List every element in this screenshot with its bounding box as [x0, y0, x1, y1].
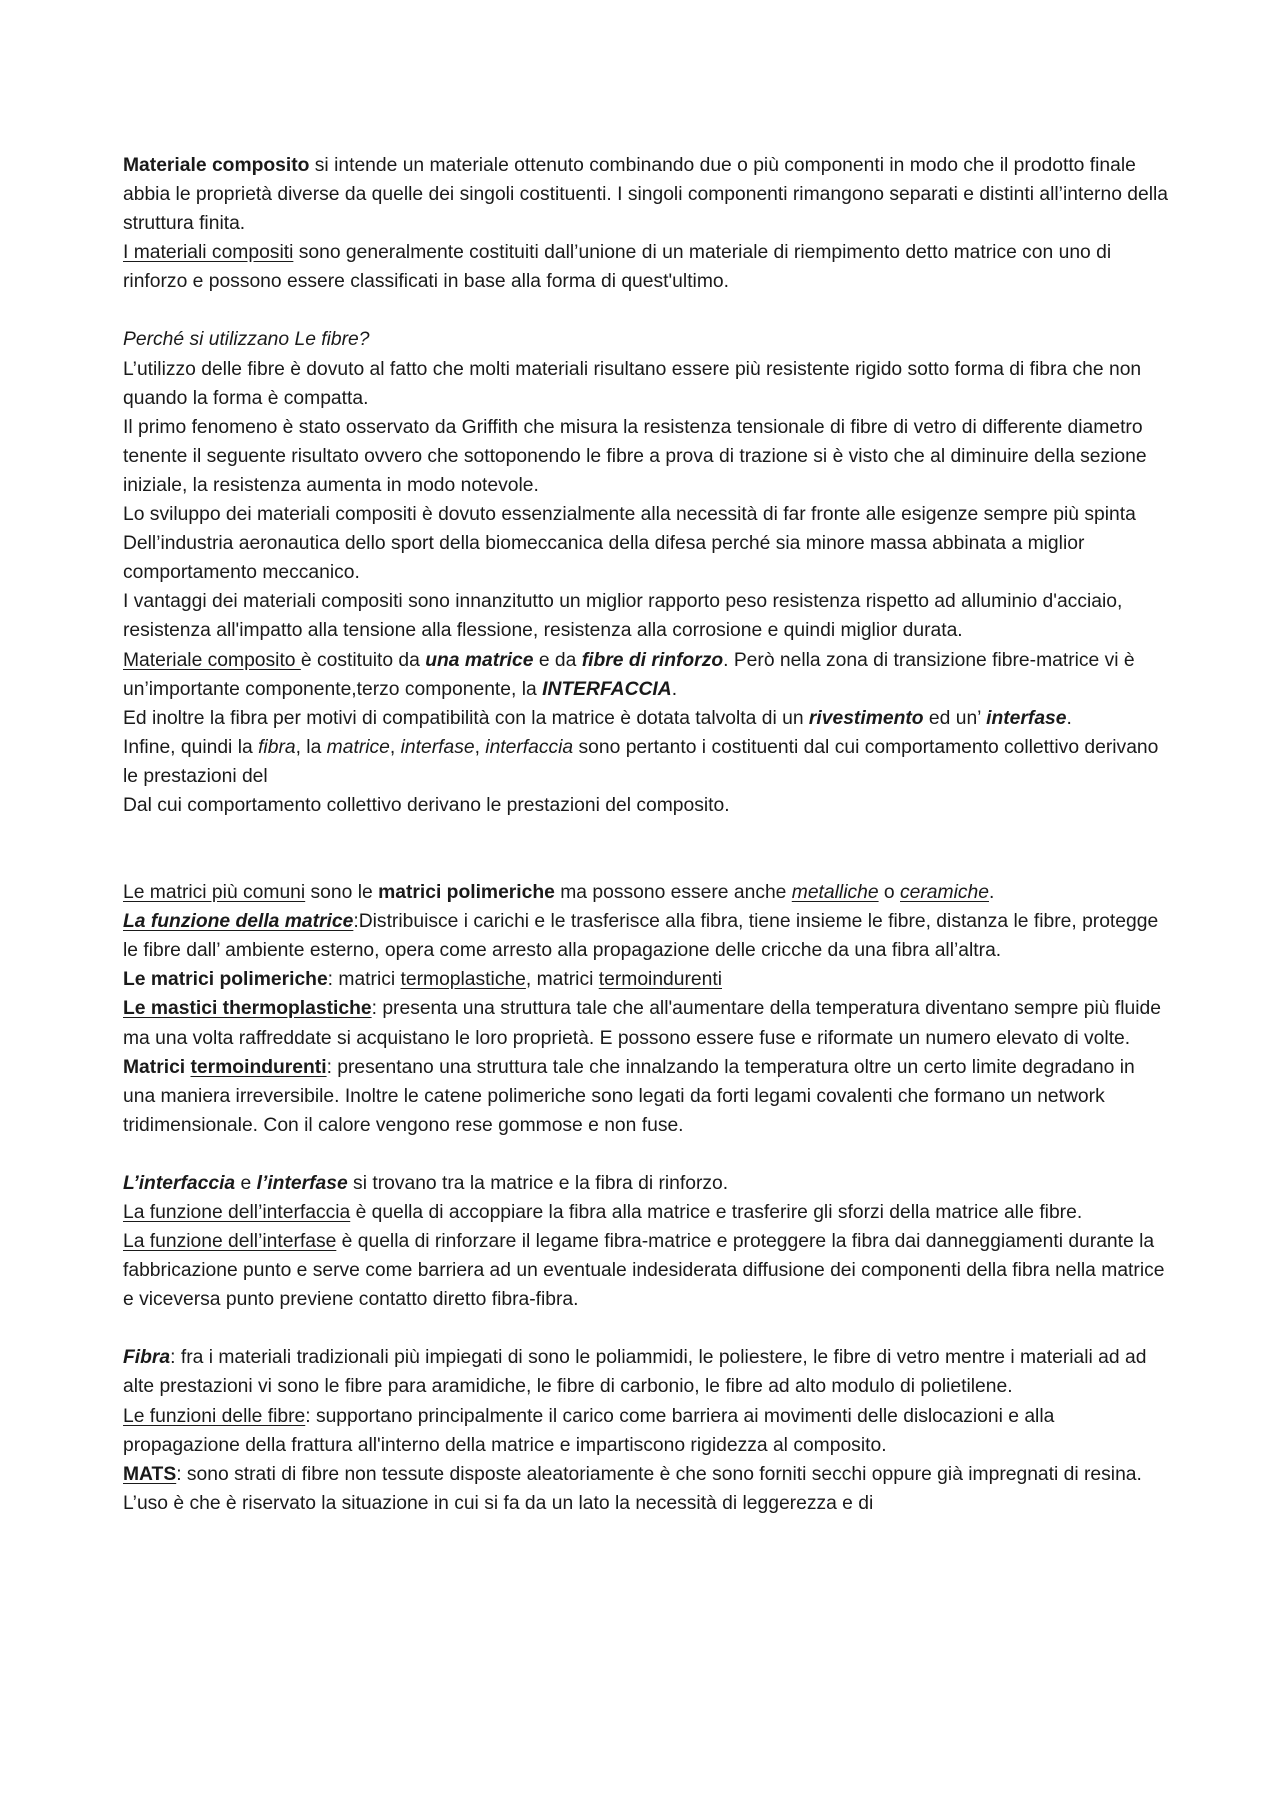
matrici-text-3: :Distribuisce i carichi e le trasferisce alla fibra, tiene insieme le fibre, distanza le fibre, protegge le fibre dall’ ambiente esterno, opera come arresto alla propagazione delle cricche da una fibra all’altra. — [123, 911, 1159, 962]
fibra-text-2: : supportano principalmente il carico come barriera ai movimenti delle dislocazioni e alla propagazione della frattura all'interno della matrice e impartiscono rigidezza al composito. — [123, 1405, 1055, 1456]
term-rivestimento: rivestimento — [808, 707, 924, 729]
matrici-text-6: : presenta una struttura tale che all'aumentare della temperatura diventano sempre più fluide ma una volta raffreddate si acquistano le loro proprietà. E possono essere fuse e riformate un numero elevato di volte. — [123, 998, 1161, 1049]
matrici-text-7: : presentano una struttura tale che innalzando la temperatura oltre un certo limite degradano in una maniera irreversibile. Inoltre le catene polimeriche sono legati da forti legami covalenti che formano un network tridimensionale. Con il calore vengono rese gommose e non fuse. — [123, 1056, 1135, 1136]
fibre-text-4: I vantaggi dei materiali compositi sono innanzitutto un miglior rapporto peso resistenza rispetto ad alluminio d'acciaio, resistenza all'impatto alla tensione alla flessione, resistenza alla corrosione e quindi miglior durata. — [123, 591, 1123, 642]
intro-paragraph — [123, 151, 1170, 296]
interfaccia-text-3: è quella di rinforzare il legame fibra-matrice e proteggere la fibra dai danneggiamenti durante la fabbricazione punto e serve come barriera ad un eventuale indesiderata diffusione dei componenti della fibra nella matrice e viceversa punto previene contatto diretto fibra-fibra. — [123, 1231, 1165, 1311]
costituenti-text: è costituito da — [300, 649, 426, 671]
costituenti-text-6: Infine, quindi la — [123, 736, 259, 758]
fibra-text: : fra i materiali tradizionali più impiegati di sono le poliammidi, le poliestere, le fibre di vetro mentre i materiali ad ad alte prestazioni vi sono le fibre para aramidiche, le fibre di carbonio, le fibre ad alto modulo di polietilene. — [123, 1347, 1147, 1398]
fibra-paragraph — [123, 1343, 1170, 1518]
term-fibre-di-rinforzo: fibre di rinforzo — [581, 649, 724, 671]
matrici-period: . — [988, 882, 995, 904]
intro-text-2: sono generalmente costituiti dall’unione di un materiale di riempimento detto matrice con uno di rinforzo e possono essere classificati in base alla forma di quest'ultimo. — [123, 242, 1112, 293]
matrici-or: o — [878, 882, 901, 904]
term-materiali-compositi: I materiali compositi — [123, 242, 294, 264]
question-heading: Perché si utilizzano Le fibre? — [123, 329, 370, 351]
matrici-text-2: ma possono essere anche — [554, 882, 792, 904]
matrici-text: sono le — [305, 882, 379, 904]
costituenti-comma-2: , — [389, 736, 401, 758]
costituenti-text-3: . Però nella zona di transizione fibre-matrice vi è un’importante componente,terzo componente, la — [123, 649, 1135, 700]
costituenti-text-8: Dal cui comportamento collettivo derivano le prestazioni del composito. — [123, 794, 730, 816]
term-funzione-matrice: La funzione della matrice — [123, 911, 354, 933]
term-mats: MATS — [123, 1463, 177, 1485]
term-materiale-composito: Materiale composito — [123, 155, 310, 176]
term-interfaccia-2: interfaccia — [485, 736, 574, 758]
fibre-text-2: Il primo fenomeno è stato osservato da Griffith che misura la resistenza tensionale di fibre di vetro di differente diametro tenente il seguente risultato ovvero che sottoponendo le fibre a prova di trazione si è visto che al diminuire della sezione iniziale, la resistenza aumenta in modo notevole. — [123, 416, 1147, 496]
term-funzione-interfaccia: La funzione dell’interfaccia — [123, 1202, 351, 1223]
costituenti-period: . — [671, 678, 678, 700]
matrici-text-5: , matrici — [525, 969, 599, 991]
term-interfase: interfase — [986, 707, 1067, 729]
fibra-text-3: : sono strati di fibre non tessute disposte aleatoriamente è che sono forniti secchi oppure già impregnati di resina. L’uso è che è riservato la situazione in cui si fa da un lato la necessità di leggerezza e di — [123, 1463, 1142, 1514]
term-ceramiche: ceramiche — [900, 882, 989, 904]
intro-text: si intende un materiale ottenuto combinando due o più componenti in modo che il prodotto finale abbia le proprietà diverse da quelle dei singoli costituenti. I singoli componenti rimangono separati e distinti all’interno della struttura finita. — [123, 155, 1169, 235]
term-una-matrice: una matrice — [425, 649, 534, 671]
term-mastici-thermoplastiche: Le mastici thermoplastiche — [123, 998, 372, 1020]
fibre-paragraph — [123, 325, 1170, 820]
term-le-matrici-polimeriche: Le matrici polimeriche — [123, 969, 328, 991]
costituenti-text-7: sono pertanto i costituenti dal cui comportamento collettivo derivano le prestazioni del — [123, 736, 1159, 787]
term-matrici-comuni: Le matrici più comuni — [123, 882, 306, 904]
costituenti-comma-3: , — [474, 736, 486, 758]
fibre-text-3: Lo sviluppo dei materiali compositi è dovuto essenzialmente alla necessità di far fronte alle esigenze sempre più spinta Dell’industria aeronautica dello sport della biomeccanica della difesa perché sia minore massa abbinata a miglior comportamento meccanico. — [123, 504, 1136, 584]
costituenti-comma: , la — [295, 736, 327, 758]
term-funzioni-fibre: Le funzioni delle fibre — [123, 1405, 306, 1427]
costituenti-text-4: Ed inoltre la fibra per motivi di compatibilità con la matrice è dotata talvolta di un — [123, 707, 809, 729]
costituenti-text-2: e da — [533, 649, 582, 671]
term-termoindurenti: termoindurenti — [598, 969, 722, 991]
term-l-interfase: l’interfase — [256, 1172, 348, 1194]
term-matrice: matrice — [326, 736, 390, 758]
term-metalliche: metalliche — [791, 882, 879, 904]
term-termoplastiche: termoplastiche — [400, 969, 526, 991]
interfaccia-paragraph — [123, 1169, 1170, 1314]
fibre-text-1: L’utilizzo delle fibre è dovuto al fatto che molti materiali risultano essere più resistente rigido sotto forma di fibra che non quando la forma è compatta. — [123, 358, 1142, 409]
term-materiale-composito-2: Materiale composito — [123, 649, 301, 671]
interfaccia-and: e — [235, 1172, 257, 1194]
matrici-text-4: : matrici — [327, 969, 401, 991]
term-termoindurenti-2: termoindurenti — [190, 1056, 327, 1078]
term-funzione-interfase: La funzione dell’interfase — [123, 1231, 337, 1253]
term-matrici-polimeriche: matrici polimeriche — [378, 882, 555, 904]
costituenti-text-5: ed un’ — [923, 707, 987, 729]
interfaccia-text-2: è quella di accoppiare la fibra alla matrice e trasferire gli sforzi della matrice alle fibre. — [350, 1202, 1083, 1223]
term-interfase-2: interfase — [400, 736, 475, 758]
term-l-interfaccia: L’interfaccia — [123, 1172, 236, 1194]
term-interfaccia: INTERFACCIA — [542, 678, 672, 700]
interfaccia-text: si trovano tra la matrice e la fibra di rinforzo. — [347, 1172, 729, 1194]
costituenti-period-2: . — [1066, 707, 1072, 729]
term-fibra: fibra — [258, 736, 296, 758]
matrici-paragraph — [123, 878, 1170, 1140]
term-matrici: Matrici — [123, 1056, 191, 1078]
term-fibra-heading: Fibra — [123, 1347, 171, 1369]
